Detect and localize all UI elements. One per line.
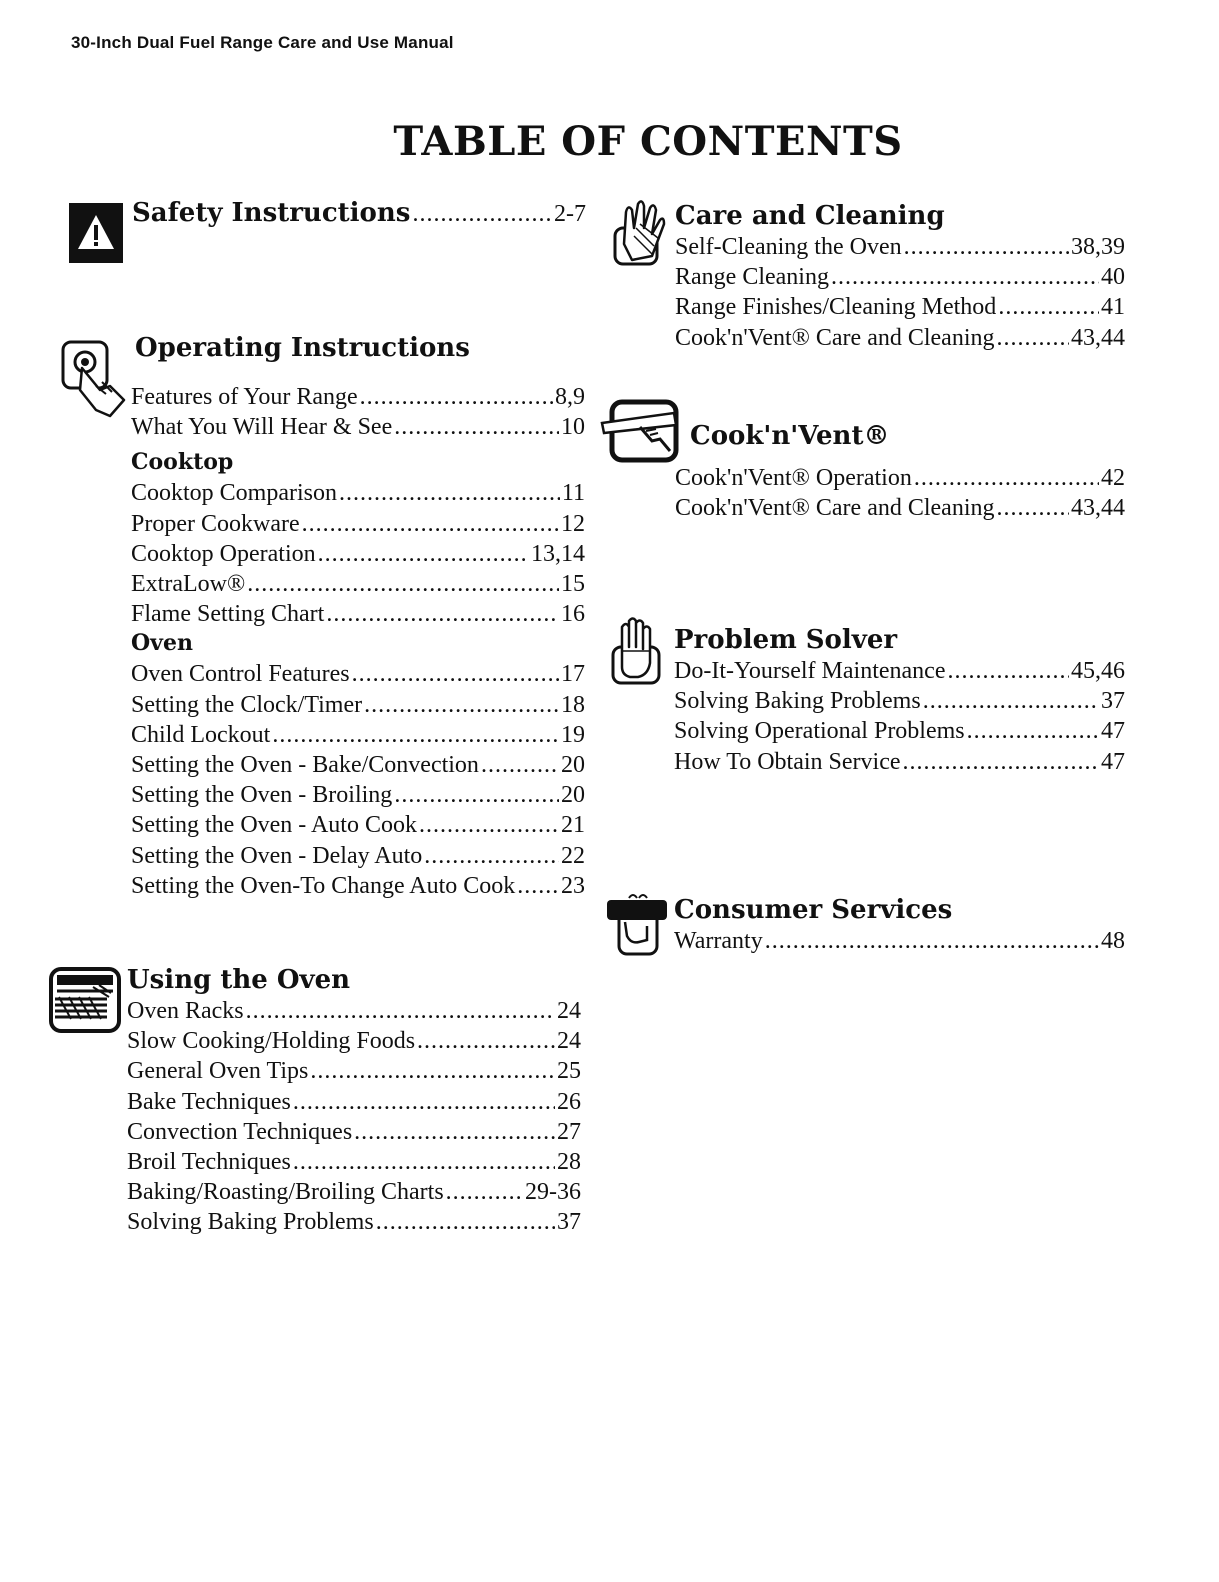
leader-dots [923,686,1099,716]
toc-entry[interactable] [127,1117,581,1147]
page-number: 29-36 [525,1179,581,1206]
toc-entry[interactable] [675,463,1125,493]
toc-entry[interactable] [674,686,1125,716]
page-number: 37 [557,1209,581,1236]
page-number: 27 [557,1118,581,1145]
page-number: 12 [561,510,585,537]
leader-dots [339,478,560,508]
page-title: TABLE OF CONTENTS [393,118,903,165]
toc-list [131,478,585,629]
toc-entry[interactable] [127,1207,581,1237]
section-care [675,200,1125,353]
page-number: 2-7 [554,201,586,227]
running-header: 30-Inch Dual Fuel Range Care and Use Manual [71,33,454,52]
finger-press-icon [60,338,128,420]
entry-label: Do-It-Yourself Maintenance [674,658,946,684]
page-number: 38,39 [1071,234,1125,260]
leader-dots [967,716,1099,746]
toc-entry[interactable] [127,1026,581,1056]
page-number: 20 [561,782,585,809]
toc-entry[interactable] [675,292,1125,322]
section-title: Safety Instructions [132,198,411,228]
page-number: 47 [1101,748,1125,775]
page-number: 40 [1101,264,1125,291]
toc-entry[interactable] [131,750,585,780]
entry-label: Setting the Clock/Timer [131,691,363,718]
page-number: 48 [1101,928,1125,954]
toc-entry[interactable] [131,871,585,901]
section-title: Using the Oven [127,965,351,995]
toc-entry[interactable] [131,841,585,871]
entry-label: Setting the Oven - Broiling [131,782,393,809]
leader-dots [417,1026,555,1056]
leader-dots [352,659,559,689]
leader-dots [394,780,559,810]
leader-dots [831,262,1099,292]
entry-label: Features of Your Range [131,384,358,410]
entry-label: Solving Baking Problems [674,688,921,715]
page-number: 37 [1101,688,1125,715]
leader-dots [302,509,559,539]
page-number: 13,14 [531,540,585,567]
section-cooknvent [675,420,1125,523]
entry-label: What You Will Hear & See [131,414,393,441]
entry-label: Range Cleaning [675,264,829,291]
entry-label: Proper Cookware [131,510,300,537]
entry-label: Convection Techniques [127,1118,353,1145]
entry-label: Setting the Oven-To Change Auto Cook [131,872,516,899]
section-title: Operating Instructions [135,333,470,363]
toc-entry[interactable] [131,509,585,539]
page-number: 15 [561,571,585,598]
leader-dots [424,841,559,871]
toc-entry[interactable] [675,232,1125,262]
toc-entry[interactable] [675,262,1125,292]
toc-entry[interactable] [127,1056,581,1086]
section-using-oven [127,964,581,1238]
page-number: 43,44 [1071,495,1125,522]
toc-entry[interactable] [131,599,585,629]
toc-entry[interactable] [674,747,1125,777]
leader-dots [394,412,559,442]
toc-entry[interactable] [131,720,585,750]
page-number: 22 [561,842,585,869]
toc-entry[interactable] [675,323,1125,353]
page-number: 8,9 [555,384,585,410]
page-number: 47 [1101,718,1125,745]
leader-dots [310,1056,555,1086]
entry-label: General Oven Tips [127,1058,309,1085]
entry-label: Setting the Oven - Bake/Convection [131,752,479,779]
leader-dots [481,750,559,780]
toc-entry[interactable] [131,690,585,720]
leader-dots [293,1147,555,1177]
entry-label: Slow Cooking/Holding Foods [127,1028,416,1055]
leader-dots [364,690,559,720]
section-title: Cook'n'Vent® [690,421,890,451]
leader-dots [903,747,1100,777]
vent-hood-icon [600,399,682,465]
page-number: 23 [561,872,585,899]
section-problem [674,624,1125,777]
cleaning-glove-icon [612,198,666,268]
page-number: 18 [561,691,585,718]
raised-hand-icon [610,617,662,687]
leader-dots [360,382,553,412]
toc-entry[interactable] [131,780,585,810]
page-number: 16 [561,601,585,628]
toc-entry[interactable] [131,382,585,412]
page-number: 19 [561,721,585,748]
section-title: Consumer Services [674,895,953,925]
leader-dots [517,871,559,901]
toc-entry[interactable] [131,659,585,689]
entry-label: Range Finishes/Cleaning Method [675,294,997,321]
entry-label: Solving Baking Problems [127,1209,374,1236]
toc-entry[interactable] [674,656,1125,686]
toc-entry[interactable] [674,926,1125,956]
page-number: 45,46 [1071,658,1125,684]
entry-label: Cook'n'Vent® Operation [675,465,912,491]
entry-label: Oven Racks [127,998,244,1024]
leader-dots [326,599,559,629]
page-number: 11 [561,480,585,507]
page-number: 26 [557,1088,581,1115]
subsection-title: Oven [131,630,193,657]
toc-entry[interactable] [674,716,1125,746]
toc-entry[interactable] [131,569,585,599]
entry-label: Oven Control Features [131,661,350,688]
entry-label: ExtraLow® [131,571,246,598]
toc-entry[interactable] [675,493,1125,523]
entry-label: Setting the Oven - Delay Auto [131,842,423,869]
toc-entry-safety[interactable] [132,198,586,229]
toc-list [674,656,1125,777]
page-number: 43,44 [1071,324,1125,351]
entry-label: Cook'n'Vent® Care and Cleaning [675,324,995,351]
leader-dots [948,656,1070,686]
page-number: 25 [557,1058,581,1085]
leader-dots [247,569,559,599]
leader-dots [318,539,529,569]
leader-dots [446,1177,523,1207]
entry-label: Self-Cleaning the Oven [675,234,902,260]
leader-dots [354,1117,555,1147]
entry-label: Broil Techniques [127,1149,291,1176]
entry-label: Child Lockout [131,721,271,748]
leader-dots [765,926,1099,956]
page-number: 21 [561,812,585,839]
toc-list [131,382,585,442]
leader-dots [293,1087,555,1117]
entry-label: Flame Setting Chart [131,601,325,628]
page-number: 17 [561,661,585,688]
section-operating [131,332,585,901]
toc-list [131,659,585,901]
toc-entry[interactable] [127,1177,581,1207]
warning-triangle-icon [69,203,123,263]
toc-entry[interactable] [131,810,585,840]
leader-dots [412,199,552,229]
leader-dots [419,810,559,840]
section-title: Care and Cleaning [675,201,945,231]
toc-entry[interactable] [131,412,585,442]
entry-label: Cooktop Operation [131,540,316,567]
oven-rack-icon [49,967,121,1033]
page-number: 41 [1101,294,1125,321]
entry-label: Cook'n'Vent® Care and Cleaning [675,495,995,522]
toc-entry[interactable] [131,539,585,569]
page-number: 24 [557,1028,581,1055]
section-title: Problem Solver [674,625,898,655]
section-safety [132,198,586,229]
entry-label: Bake Techniques [127,1088,291,1115]
leader-dots [914,463,1099,493]
section-consumer [674,894,1125,956]
service-hand-icon [607,892,669,956]
entry-label: Setting the Oven - Auto Cook [131,812,417,839]
page-number: 28 [557,1149,581,1176]
toc-list [674,926,1125,956]
entry-label: Warranty [674,928,763,954]
subsection-title: Cooktop [131,449,234,476]
leader-dots [997,493,1070,523]
leader-dots [998,292,1099,322]
entry-label: Baking/Roasting/Broiling Charts [127,1179,444,1206]
toc-entry[interactable] [127,1087,581,1117]
toc-list [127,996,581,1238]
toc-list [675,232,1125,353]
page-number: 10 [561,414,585,441]
leader-dots [246,996,555,1026]
toc-entry[interactable] [127,1147,581,1177]
page-number: 20 [561,752,585,779]
leader-dots [997,323,1070,353]
toc-list [675,463,1125,523]
entry-label: Cooktop Comparison [131,480,338,507]
toc-entry[interactable] [131,478,585,508]
entry-label: How To Obtain Service [674,748,901,775]
toc-entry[interactable] [127,996,581,1026]
leader-dots [272,720,559,750]
page-number: 42 [1101,465,1125,491]
leader-dots [904,232,1069,262]
leader-dots [376,1207,555,1237]
entry-label: Solving Operational Problems [674,718,965,745]
page-number: 24 [557,998,581,1024]
